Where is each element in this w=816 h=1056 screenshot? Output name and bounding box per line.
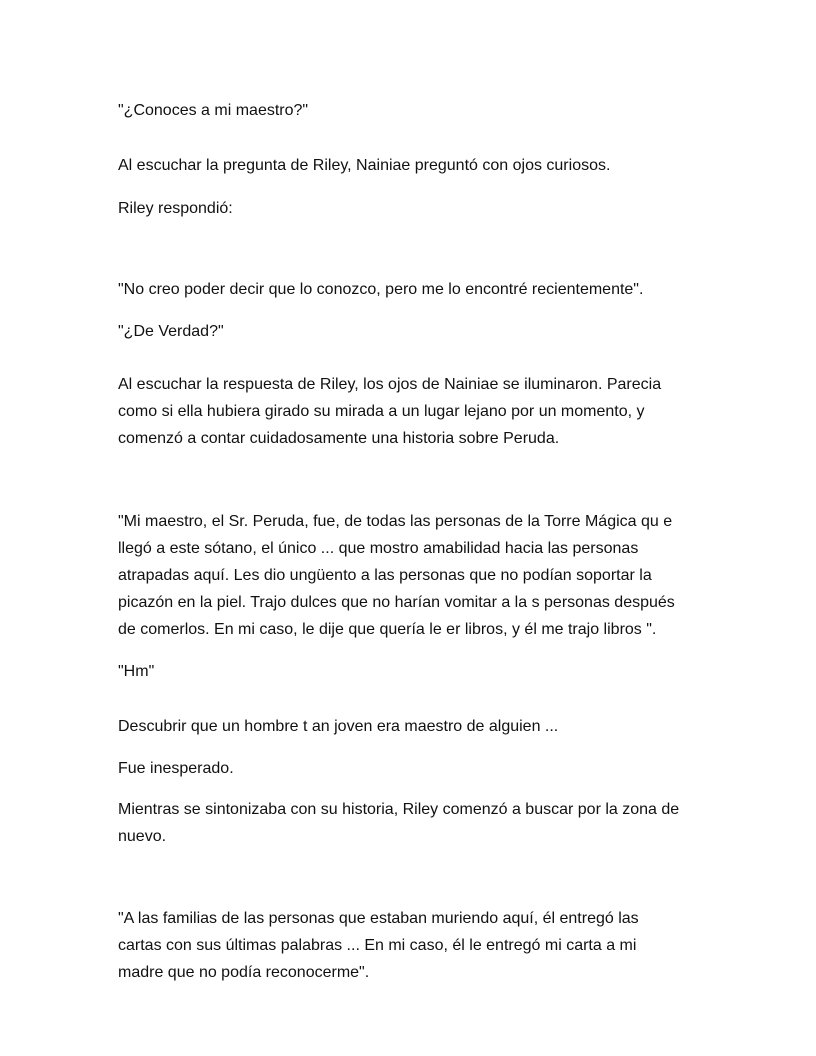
text-line: "Mi maestro, el Sr. Peruda, fue, de todas las personas de la Torre Mágica qu e bbox=[118, 513, 673, 530]
paragraph-inesperado bbox=[118, 755, 738, 782]
text-line: Descubrir que un hombre t an joven era maestro de alguien ... bbox=[118, 718, 559, 735]
paragraph-riley-answers bbox=[118, 195, 738, 222]
paragraph-question bbox=[118, 97, 738, 124]
paragraph-mi-maestro bbox=[118, 508, 738, 643]
text-line: atrapadas aquí. Les dio ungüento a las personas que no podían soportar la bbox=[118, 567, 652, 584]
text-line: de comerlos. En mi caso, le dije que quería le er libros, y él me trajo libros ". bbox=[118, 621, 657, 638]
text-line: "¿Conoces a mi maestro?" bbox=[118, 102, 309, 119]
paragraph-nainiae-eyes bbox=[118, 371, 738, 452]
text-line: "No creo poder decir que lo conozco, pero me lo encontré recientemente". bbox=[118, 281, 644, 298]
text-line: nuevo. bbox=[118, 828, 167, 845]
text-line: comenzó a contar cuidadosamente una historia sobre Peruda. bbox=[118, 430, 560, 447]
paragraph-familias bbox=[118, 905, 738, 986]
text-line: Mientras se sintonizaba con su historia, Riley comenzó a buscar por la zona de bbox=[118, 801, 680, 818]
text-line: Riley respondió: bbox=[118, 200, 233, 217]
text-line: llegó a este sótano, el único ... que mostro amabilidad hacia las personas bbox=[118, 540, 639, 557]
paragraph-nainiae-asks bbox=[118, 152, 738, 179]
text-line: "A las familias de las personas que estaban muriendo aquí, él entregó las bbox=[118, 910, 639, 927]
paragraph-riley-quote bbox=[118, 276, 738, 303]
text-line: picazón en la piel. Trajo dulces que no harían vomitar a la s personas después bbox=[118, 594, 675, 611]
text-line: "¿De Verdad?" bbox=[118, 323, 224, 340]
text-line: Fue inesperado. bbox=[118, 760, 234, 777]
paragraph-descubrir bbox=[118, 713, 738, 740]
paragraph-hm bbox=[118, 658, 738, 685]
text-line: "Hm" bbox=[118, 663, 155, 680]
text-line: madre que no podía reconocerme". bbox=[118, 964, 370, 981]
text-line: Al escuchar la respuesta de Riley, los ojos de Nainiae se iluminaron. Parecia bbox=[118, 376, 662, 393]
text-line: Al escuchar la pregunta de Riley, Nainiae preguntó con ojos curiosos. bbox=[118, 157, 611, 174]
paragraph-de-verdad bbox=[118, 318, 738, 345]
text-line: como si ella hubiera girado su mirada a un lugar lejano por un momento, y bbox=[118, 403, 645, 420]
text-line: cartas con sus últimas palabras ... En mi caso, él le entregó mi carta a mi bbox=[118, 937, 637, 954]
paragraph-mientras bbox=[118, 796, 738, 850]
